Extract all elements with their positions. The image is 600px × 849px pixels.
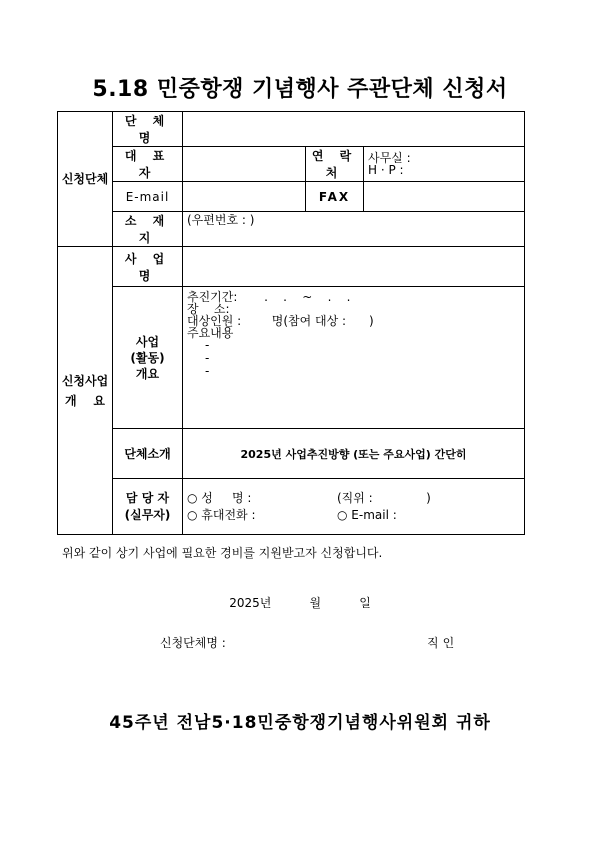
manager-phone: ○ 휴대전화 : [187,507,256,522]
intro-field[interactable]: 2025년 사업추진방향 (또는 주요사업) 간단히 [183,429,525,479]
overview-period: 추진기간: . . ~ . . [187,290,351,304]
fax-label: FAX [306,182,364,212]
overview-label [113,287,183,429]
project-section-label-line1: 신청사업 [61,373,109,388]
contact-mobile: H · P : [368,163,404,177]
overview-place: 장 소: [187,302,230,316]
manager-field[interactable] [183,479,525,535]
dash-item: - [205,338,210,352]
date-line: 2025년 월 일 [229,596,371,610]
project-name-field[interactable] [183,247,525,287]
overview-dash-list [187,339,524,378]
representative-label: 대 표 자 [113,147,183,182]
address-label: 소 재 지 [113,212,183,247]
overview-content: 주요내용 [187,326,234,340]
dash-item: - [205,351,210,365]
manager-label [113,479,183,535]
email-field[interactable] [183,182,306,212]
manager-name: ○ 성 명 : [187,490,252,505]
applicant-section-label: 신청단체 [58,112,113,247]
applicant-name-label: 신청단체명 : [160,636,226,650]
org-name-label: 단 체 명 [113,112,183,147]
overview-label-line1: 사업 [135,334,160,349]
fax-field[interactable] [364,182,525,212]
contact-office: 사무실 : [368,151,411,165]
seal-label: 직인 [427,636,459,650]
project-name-label: 사 업 명 [113,247,183,287]
project-section-label [58,247,113,535]
overview-participants: 대상인원 : 명(참여 대상 : ) [187,314,374,328]
overview-label-line3: 개요 [135,366,160,381]
org-name-field[interactable] [183,112,525,147]
page-title: 5.18 민중항쟁 기념행사 주관단체 신청서 [92,77,508,102]
statement-text: 위와 같이 상기 사업에 필요한 경비를 지원받고자 신청합니다. [62,546,383,560]
application-form [57,111,525,535]
contact-label: 연 락 처 [306,147,364,182]
project-section-label-line2: 개 요 [65,393,105,408]
manager-label-line2: (실무자) [124,507,171,522]
representative-field[interactable] [183,147,306,182]
overview-label-line2: (활동) [130,350,165,365]
intro-label: 단체소개 [113,429,183,479]
manager-label-line1: 담 당 자 [125,490,170,505]
address-field[interactable]: (우편번호 : ) [183,212,525,247]
addressee: 45주년 전남5·18민중항쟁기념행사위원회 귀하 [109,713,491,733]
contact-field[interactable] [364,147,525,182]
overview-field[interactable] [183,287,525,429]
dash-item: - [205,364,210,378]
manager-position: (직위 : ) [337,490,431,505]
email-label: E-mail [113,182,183,212]
manager-email: ○ E-mail : [337,507,397,522]
